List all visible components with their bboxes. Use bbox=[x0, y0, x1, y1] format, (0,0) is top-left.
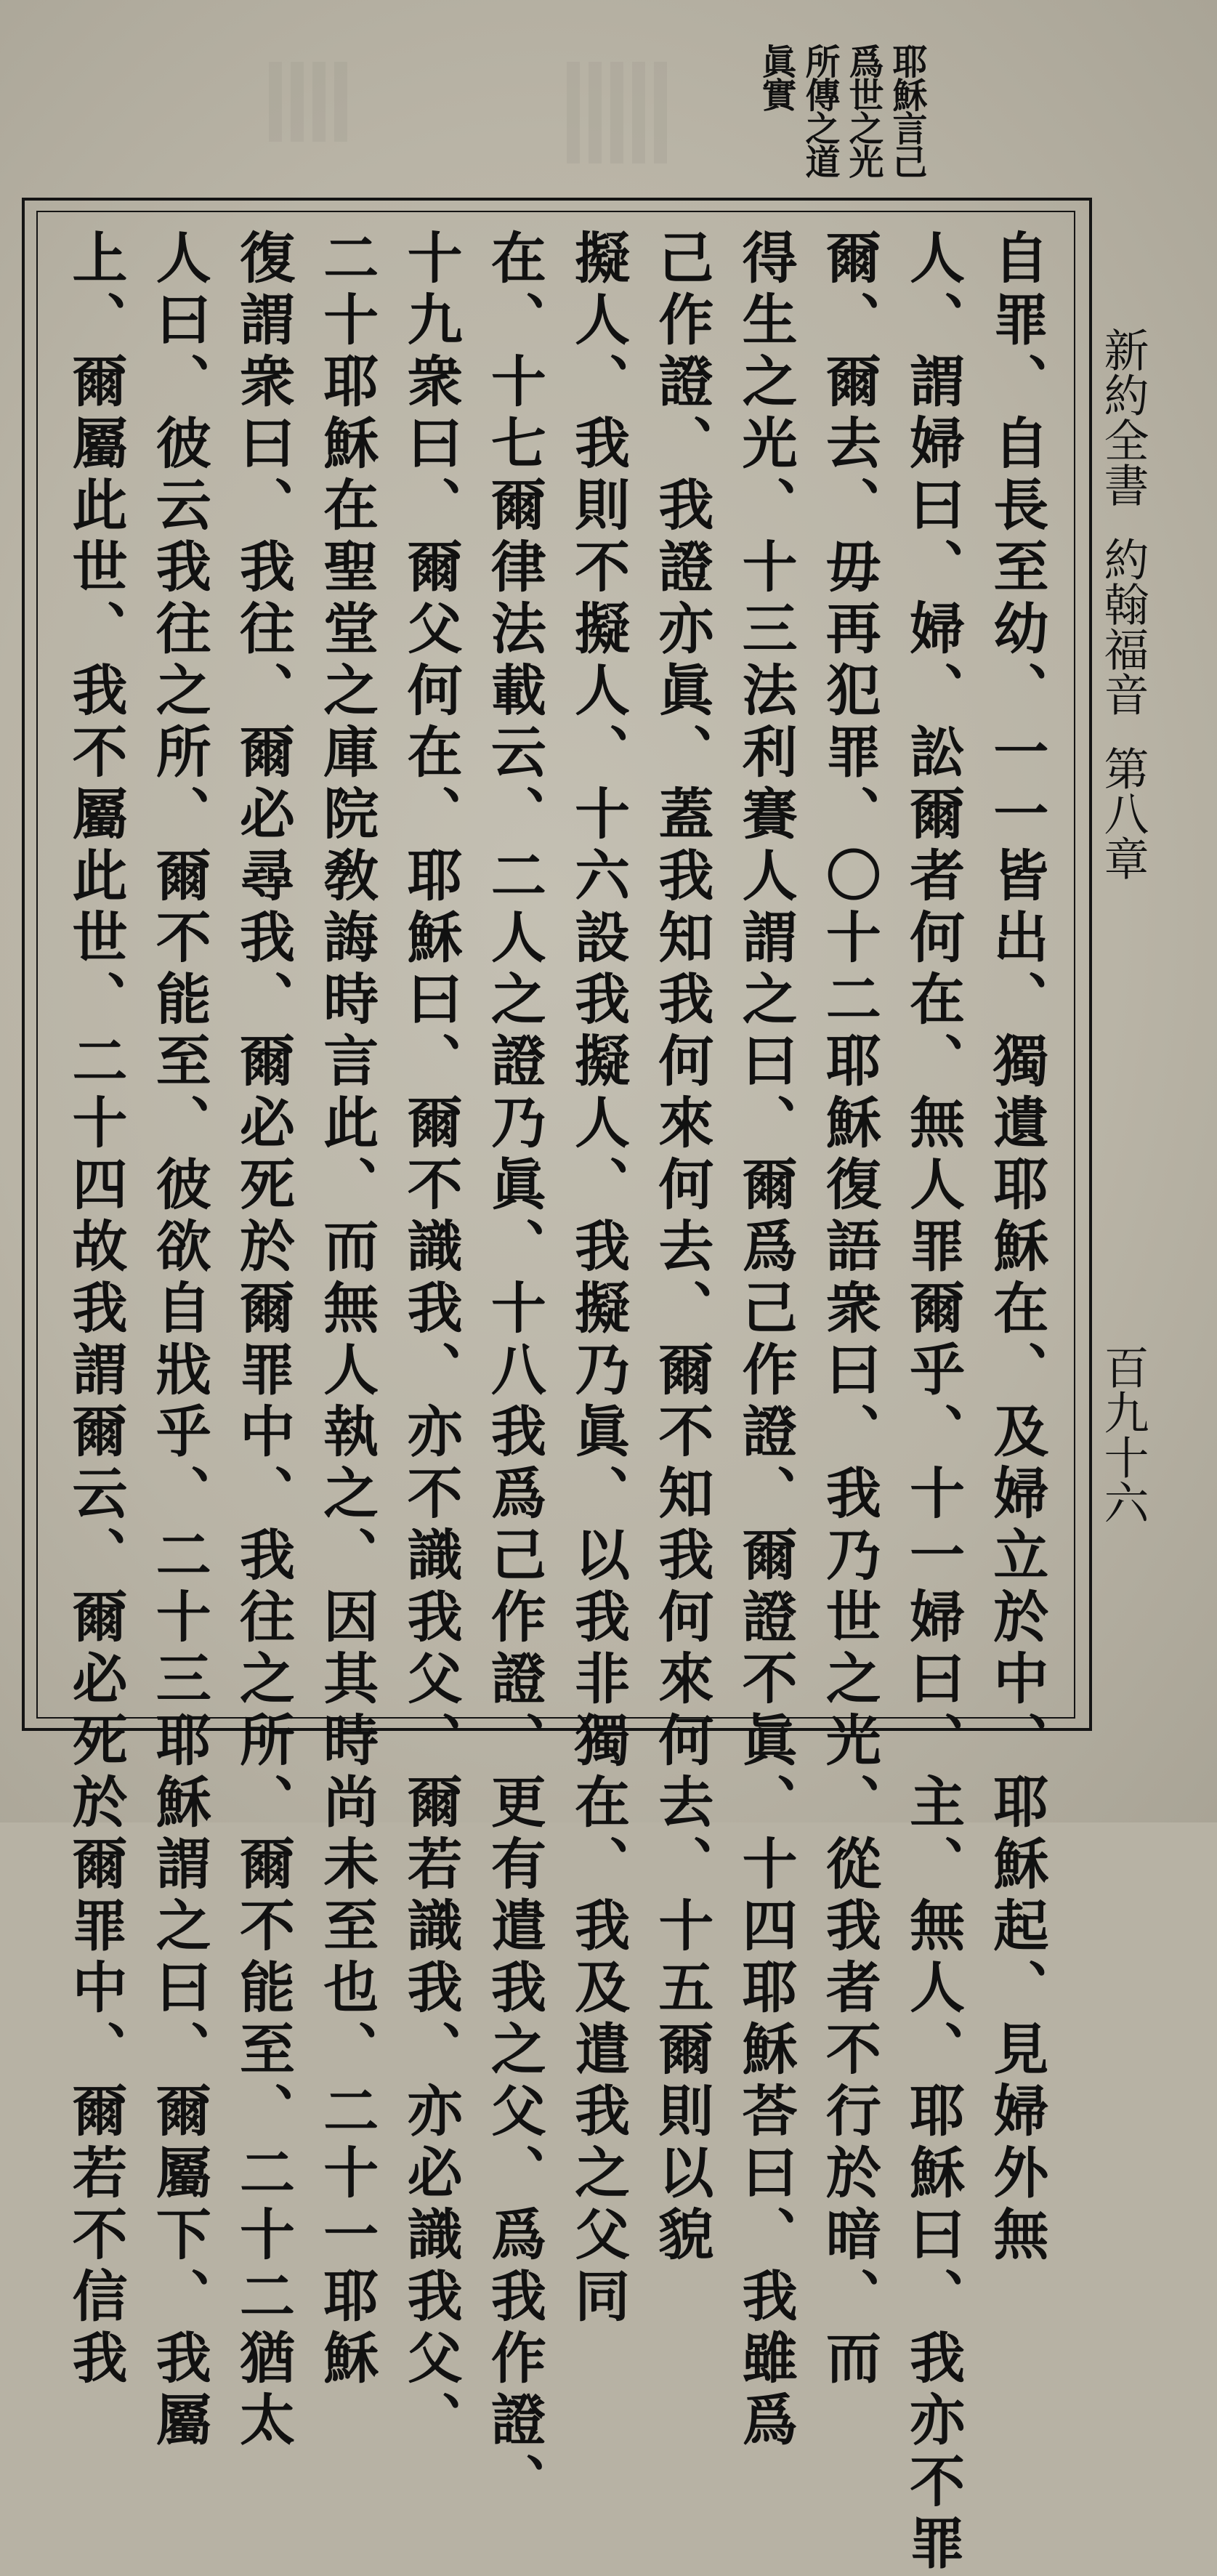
page-number: 百九十六 bbox=[1096, 1344, 1149, 1525]
gospel-title: 約翰福音 bbox=[1096, 536, 1149, 716]
text-column: 自罪、自長至幼、一一皆出、獨遺耶穌在、及婦立於中、耶穌起、見婦外無 bbox=[984, 229, 1049, 2267]
margin-heading bbox=[756, 44, 927, 189]
text-column: 得生之光、十三法利賽人謂之曰、爾爲己作證、爾證不眞、十四耶穌荅曰、我雖爲 bbox=[733, 229, 798, 2452]
text-column: 上、爾屬此世、我不屬此世、二十四故我謂爾云、爾必死於爾罪中、爾若不信我 bbox=[63, 229, 128, 2391]
text-column: 己作證、我證亦眞、蓋我知我何來何去、爾不知我何來何去、十五爾則以貌 bbox=[649, 229, 714, 2267]
show-through-mark bbox=[567, 62, 676, 163]
margin-heading-line: 所傳之道 bbox=[799, 44, 840, 177]
book-title: 新約全書 bbox=[1096, 327, 1149, 507]
margin-heading-line: 耶穌言己 bbox=[886, 44, 927, 177]
text-column: 擬人、我則不擬人、十六設我擬人、我擬乃眞、以我非獨在、我及遣我之父同 bbox=[565, 229, 631, 2329]
text-column: 爾、爾去、毋再犯罪、〇十二耶穌復語衆曰、我乃世之光、從我者不行於暗、而 bbox=[817, 229, 882, 2391]
running-head bbox=[1097, 327, 1148, 908]
show-through-mark bbox=[269, 62, 356, 142]
margin-heading-line: 爲世之光 bbox=[843, 44, 884, 177]
chapter-label: 第八章 bbox=[1096, 746, 1149, 881]
scripture-text bbox=[54, 229, 1057, 2576]
margin-heading-line: 眞實 bbox=[756, 44, 796, 110]
text-column: 人曰、彼云我往之所、爾不能至、彼欲自戕乎、二十三耶穌謂之曰、爾屬下、我屬 bbox=[147, 229, 212, 2452]
text-column: 二十耶穌在聖堂之庫院敎誨時言此、而無人執之、因其時尚未至也、二十一耶穌 bbox=[314, 229, 379, 2391]
text-column: 十九衆曰、爾父何在、耶穌曰、爾不識我、亦不識我父、爾若識我、亦必識我父、 bbox=[398, 229, 464, 2452]
text-column: 復謂衆曰、我往、爾必尋我、爾必死於爾罪中、我往之所、爾不能至、二十二猶太 bbox=[230, 229, 296, 2452]
text-column: 人、謂婦曰、婦、訟爾者何在、無人罪爾乎、十一婦曰、主、無人、耶穌曰、我亦不罪 bbox=[900, 229, 966, 2576]
text-column: 在、十七爾律法載云、二人之證乃眞、十八我爲己作證、更有遣我之父、爲我作證、 bbox=[482, 229, 547, 2514]
